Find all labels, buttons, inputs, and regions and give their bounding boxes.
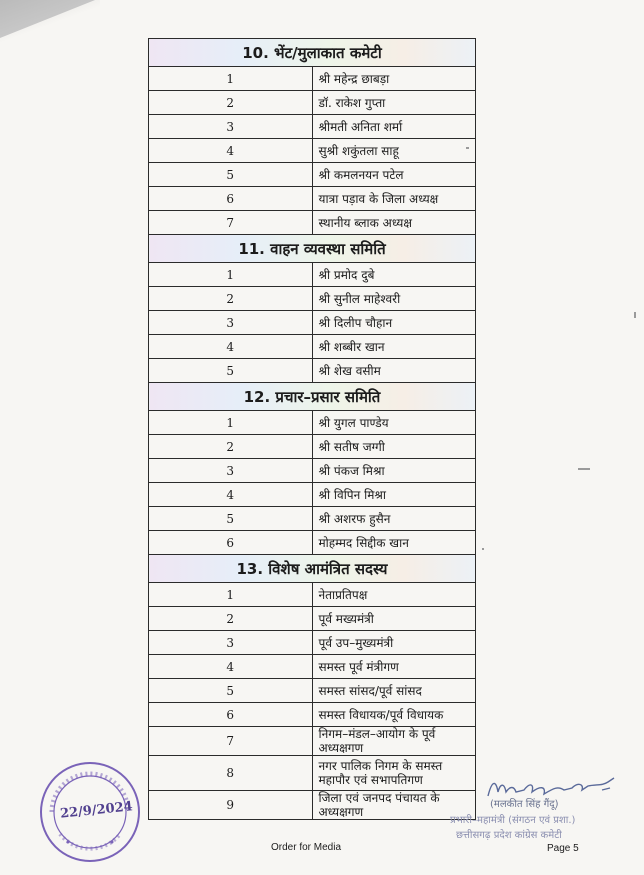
member-row bbox=[149, 359, 476, 383]
member-row bbox=[149, 727, 476, 756]
member-name: समस्त पूर्व मंत्रीगण bbox=[312, 655, 476, 679]
member-serial-number: 3 bbox=[149, 631, 313, 655]
member-name: नगर पालिक निगम के समस्त महापौर एवं सभापतिगण bbox=[312, 756, 476, 791]
member-name: श्री शेख वसीम bbox=[312, 359, 476, 383]
committee-heading-row bbox=[149, 39, 476, 67]
page-corner-shadow bbox=[0, 0, 100, 42]
member-serial-number: 1 bbox=[149, 411, 313, 435]
member-row bbox=[149, 211, 476, 235]
member-row bbox=[149, 507, 476, 531]
member-row bbox=[149, 411, 476, 435]
member-row bbox=[149, 607, 476, 631]
member-row bbox=[149, 91, 476, 115]
member-row bbox=[149, 287, 476, 311]
member-serial-number: 6 bbox=[149, 703, 313, 727]
member-serial-number: 2 bbox=[149, 607, 313, 631]
member-name: निगम–मंडल–आयोग के पूर्व अध्यक्षगण bbox=[312, 727, 476, 756]
member-serial-number: 4 bbox=[149, 139, 313, 163]
member-serial-number: 3 bbox=[149, 311, 313, 335]
committee-table-body bbox=[149, 39, 476, 820]
member-name: श्री अशरफ हुसैन bbox=[312, 507, 476, 531]
member-row bbox=[149, 655, 476, 679]
member-serial-number: 9 bbox=[149, 791, 313, 820]
member-serial-number: 7 bbox=[149, 727, 313, 756]
member-name: यात्रा पड़ाव के जिला अध्यक्ष bbox=[312, 187, 476, 211]
member-name: स्थानीय ब्लाक अध्यक्ष bbox=[312, 211, 476, 235]
member-row bbox=[149, 187, 476, 211]
member-name: श्री महेन्द्र छाबड़ा bbox=[312, 67, 476, 91]
member-serial-number: 5 bbox=[149, 679, 313, 703]
member-serial-number: 1 bbox=[149, 583, 313, 607]
committee-title: 11. वाहन व्यवस्था समिति bbox=[149, 235, 476, 263]
member-row bbox=[149, 459, 476, 483]
member-serial-number: 4 bbox=[149, 335, 313, 359]
member-name: श्री पंकज मिश्रा bbox=[312, 459, 476, 483]
member-row bbox=[149, 263, 476, 287]
member-serial-number: 8 bbox=[149, 756, 313, 791]
committee-title: 12. प्रचार–प्रसार समिति bbox=[149, 383, 476, 411]
member-name: नेताप्रतिपक्ष bbox=[312, 583, 476, 607]
member-serial-number: 3 bbox=[149, 115, 313, 139]
member-serial-number: 4 bbox=[149, 483, 313, 507]
member-name: सुश्री शकुंतला साहू bbox=[312, 139, 476, 163]
member-row bbox=[149, 791, 476, 820]
member-name: श्री सतीष जग्गी bbox=[312, 435, 476, 459]
member-serial-number: 3 bbox=[149, 459, 313, 483]
member-name: श्री कमलनयन पटेल bbox=[312, 163, 476, 187]
member-row bbox=[149, 139, 476, 163]
member-serial-number: 1 bbox=[149, 263, 313, 287]
member-serial-number: 5 bbox=[149, 507, 313, 531]
scan-speck bbox=[634, 312, 636, 318]
committee-heading-row bbox=[149, 383, 476, 411]
member-row bbox=[149, 531, 476, 555]
member-serial-number: 7 bbox=[149, 211, 313, 235]
footer-page-number: Page 5 bbox=[547, 843, 579, 854]
member-serial-number: 5 bbox=[149, 359, 313, 383]
committee-title: 13. विशेष आमंत्रित सदस्य bbox=[149, 555, 476, 583]
member-row bbox=[149, 703, 476, 727]
footer-order-label: Order for Media bbox=[271, 842, 342, 853]
member-row bbox=[149, 435, 476, 459]
member-name: श्री प्रमोद दुबे bbox=[312, 263, 476, 287]
member-name: समस्त सांसद/पूर्व सांसद bbox=[312, 679, 476, 703]
member-row bbox=[149, 631, 476, 655]
member-row bbox=[149, 67, 476, 91]
member-name: मोहम्मद सिद्दीक खान bbox=[312, 531, 476, 555]
signatory-name: (मलकीत सिंह गैंदू) bbox=[490, 799, 559, 810]
stamp-date: 22/9/2024 bbox=[59, 799, 134, 822]
member-serial-number: 1 bbox=[149, 67, 313, 91]
signatory-title: प्रभारी–महामंत्री (संगठन एवं प्रशा.) bbox=[450, 815, 576, 826]
member-name: श्री शब्बीर खान bbox=[312, 335, 476, 359]
member-serial-number: 2 bbox=[149, 287, 313, 311]
scan-speck bbox=[482, 548, 484, 550]
committee-heading-row bbox=[149, 555, 476, 583]
member-name: श्री सुनील माहेश्वरी bbox=[312, 287, 476, 311]
member-name: श्रीमती अनिता शर्मा bbox=[312, 115, 476, 139]
member-name: श्री दिलीप चौहान bbox=[312, 311, 476, 335]
member-name: पूर्व मख्यमंत्री bbox=[312, 607, 476, 631]
member-name: समस्त विधायक/पूर्व विधायक bbox=[312, 703, 476, 727]
member-name: पूर्व उप–मुख्यमंत्री bbox=[312, 631, 476, 655]
member-row bbox=[149, 163, 476, 187]
member-name: डॉ. राकेश गुप्ता bbox=[312, 91, 476, 115]
member-name: जिला एवं जनपद पंचायत के अध्यक्षगण bbox=[312, 791, 476, 820]
scan-speck bbox=[466, 147, 469, 149]
member-serial-number: 2 bbox=[149, 435, 313, 459]
member-row bbox=[149, 311, 476, 335]
committee-heading-row bbox=[149, 235, 476, 263]
member-serial-number: 5 bbox=[149, 163, 313, 187]
member-name: श्री युगल पाण्डेय bbox=[312, 411, 476, 435]
member-row bbox=[149, 115, 476, 139]
member-serial-number: 4 bbox=[149, 655, 313, 679]
member-row bbox=[149, 483, 476, 507]
member-serial-number: 6 bbox=[149, 531, 313, 555]
committee-table bbox=[148, 38, 476, 820]
member-serial-number: 6 bbox=[149, 187, 313, 211]
member-row bbox=[149, 335, 476, 359]
member-serial-number: 2 bbox=[149, 91, 313, 115]
member-row bbox=[149, 679, 476, 703]
committee-title: 10. भेंट/मुलाकात कमेटी bbox=[149, 39, 476, 67]
scan-speck bbox=[578, 468, 590, 470]
signatory-organization: छत्तीसगढ़ प्रदेश कांग्रेस कमेटी bbox=[456, 830, 562, 841]
member-row bbox=[149, 756, 476, 791]
member-row bbox=[149, 583, 476, 607]
member-name: श्री विपिन मिश्रा bbox=[312, 483, 476, 507]
